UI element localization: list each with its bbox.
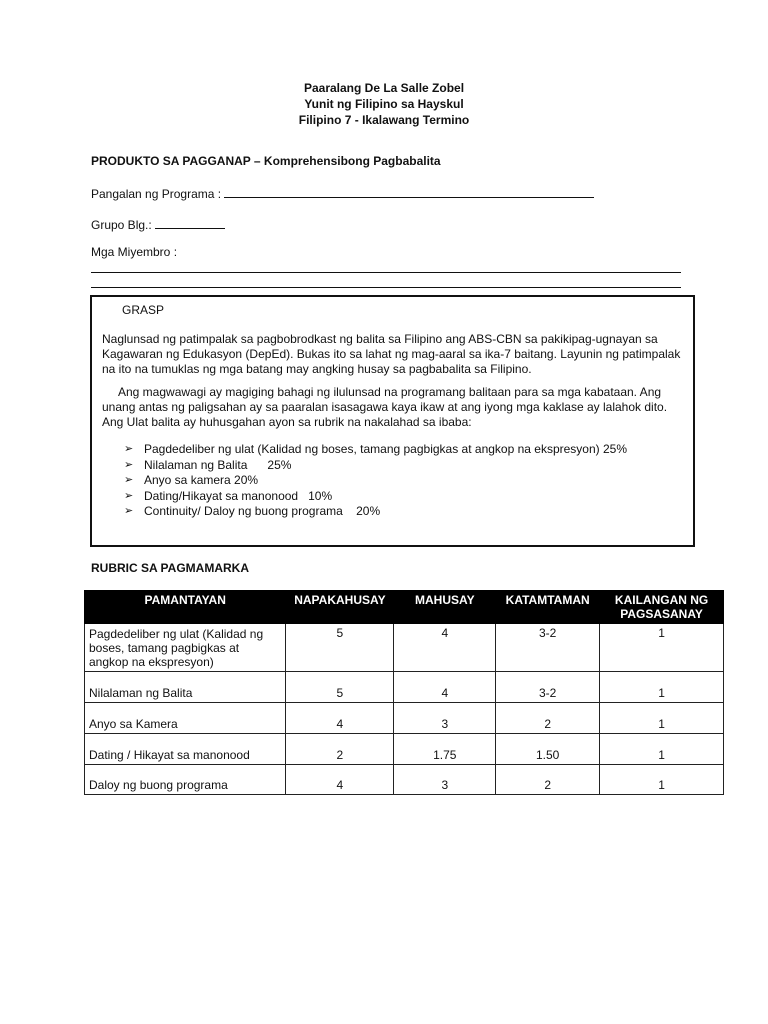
criteria-text: Dating/Hikayat sa manonood 10% bbox=[144, 488, 333, 503]
column-header: NAPAKAHUSAY bbox=[286, 591, 394, 624]
criteria-list bbox=[102, 442, 683, 520]
product-title: PRODUKTO SA PAGGANAP – Komprehensibong Pagbabalita bbox=[91, 154, 441, 168]
grasp-label: GRASP bbox=[122, 303, 165, 317]
list-item bbox=[124, 489, 683, 505]
arrow-bullet-icon: ➢ bbox=[124, 489, 134, 502]
column-header: KAILANGAN NG PAGSASANAY bbox=[600, 591, 724, 624]
arrow-bullet-icon: ➢ bbox=[124, 505, 134, 517]
criteria-text: Continuity/ Daloy ng buong programa 20% bbox=[144, 504, 381, 518]
criteria-text: Anyo sa kamera 20% bbox=[144, 473, 259, 487]
unit-name: Yunit ng Filipino sa Hayskul bbox=[304, 97, 464, 111]
program-name-blank[interactable] bbox=[224, 186, 594, 198]
criterion-cell: Dating / Hikayat sa manonood bbox=[85, 734, 286, 765]
criterion-cell: Daloy ng buong programa bbox=[85, 765, 286, 795]
column-header: PAMANTAYAN bbox=[85, 591, 286, 624]
score-cell: 1 bbox=[600, 734, 724, 765]
score-cell: 1 bbox=[600, 672, 724, 703]
criterion-cell: Anyo sa Kamera bbox=[85, 703, 286, 734]
column-header: KATAMTAMAN bbox=[496, 591, 600, 624]
score-cell: 1.75 bbox=[394, 734, 496, 765]
score-cell: 4 bbox=[394, 672, 496, 703]
arrow-bullet-icon: ➢ bbox=[124, 474, 134, 486]
criterion-cell: Pagdedeliber ng ulat (Kalidad ng boses, tamang pagbigkas at angkop na ekspresyon) bbox=[85, 624, 286, 672]
score-cell: 2 bbox=[496, 703, 600, 734]
group-number-field bbox=[91, 217, 225, 232]
members-blank-line[interactable] bbox=[91, 272, 681, 273]
score-cell: 3 bbox=[394, 765, 496, 795]
table-row bbox=[85, 672, 724, 703]
table-row bbox=[85, 703, 724, 734]
score-cell: 1.50 bbox=[496, 734, 600, 765]
grasp-box bbox=[90, 295, 695, 547]
rubric-title: RUBRIC SA PAGMAMARKA bbox=[91, 561, 249, 575]
grasp-paragraph-2: Ang magwawagi ay magiging bahagi ng ilulunsad na programang balitaan para sa mga kabataan. Ang unang antas ng paligsahan ay sa paaralan isasagawa kaya ikaw at ang iyong mga kaklase ay lalahok dito. Ang Ulat balita ay huhusgahan ayon sa rubrik na nakalahad sa ibaba: bbox=[102, 385, 668, 429]
table-row bbox=[85, 765, 724, 795]
score-cell: 3-2 bbox=[496, 624, 600, 672]
column-header: MAHUSAY bbox=[394, 591, 496, 624]
list-item bbox=[124, 504, 683, 520]
score-cell: 5 bbox=[286, 672, 394, 703]
score-cell: 2 bbox=[286, 734, 394, 765]
members-blank-line[interactable] bbox=[91, 287, 681, 288]
program-name-label: Pangalan ng Programa : bbox=[91, 187, 222, 201]
table-row bbox=[85, 734, 724, 765]
group-number-label: Grupo Blg.: bbox=[91, 218, 152, 232]
score-cell: 1 bbox=[600, 703, 724, 734]
arrow-bullet-icon: ➢ bbox=[124, 458, 134, 471]
arrow-bullet-icon: ➢ bbox=[124, 443, 134, 455]
document-header bbox=[0, 80, 768, 128]
list-item bbox=[124, 473, 683, 489]
group-number-blank[interactable] bbox=[155, 217, 225, 229]
list-item bbox=[124, 442, 683, 458]
grasp-paragraph-1: Naglunsad ng patimpalak sa pagbobrodkast ng balita sa Filipino ang ABS-CBN sa pakikipag-ugnayan sa Kagawaran ng Edukasyon (DepEd). Bukas ito sa lahat ng mag-aaral sa ika-7 baitang. Layunin ng patimpalak na ito na tumuklas ng mga batang may angking husay sa pagbabalita sa Filipino. bbox=[102, 332, 681, 376]
program-name-field bbox=[91, 186, 594, 201]
score-cell: 2 bbox=[496, 765, 600, 795]
score-cell: 4 bbox=[286, 765, 394, 795]
criterion-cell: Nilalaman ng Balita bbox=[85, 672, 286, 703]
list-item bbox=[124, 458, 683, 474]
score-cell: 1 bbox=[600, 624, 724, 672]
score-cell: 4 bbox=[286, 703, 394, 734]
score-cell: 5 bbox=[286, 624, 394, 672]
score-cell: 4 bbox=[394, 624, 496, 672]
criteria-text: Pagdedeliber ng ulat (Kalidad ng boses, tamang pagbigkas at angkop na ekspresyon) 25% bbox=[144, 442, 627, 456]
table-header-row bbox=[85, 591, 724, 624]
table-row bbox=[85, 624, 724, 672]
score-cell: 3 bbox=[394, 703, 496, 734]
score-cell: 1 bbox=[600, 765, 724, 795]
school-name: Paaralang De La Salle Zobel bbox=[303, 81, 465, 95]
rubric-table bbox=[84, 590, 724, 795]
course-name: Filipino 7 - Ikalawang Termino bbox=[298, 113, 470, 127]
members-label: Mga Miyembro : bbox=[91, 245, 178, 259]
members-field bbox=[91, 245, 177, 259]
score-cell: 3-2 bbox=[496, 672, 600, 703]
criteria-text: Nilalaman ng Balita 25% bbox=[144, 457, 292, 472]
